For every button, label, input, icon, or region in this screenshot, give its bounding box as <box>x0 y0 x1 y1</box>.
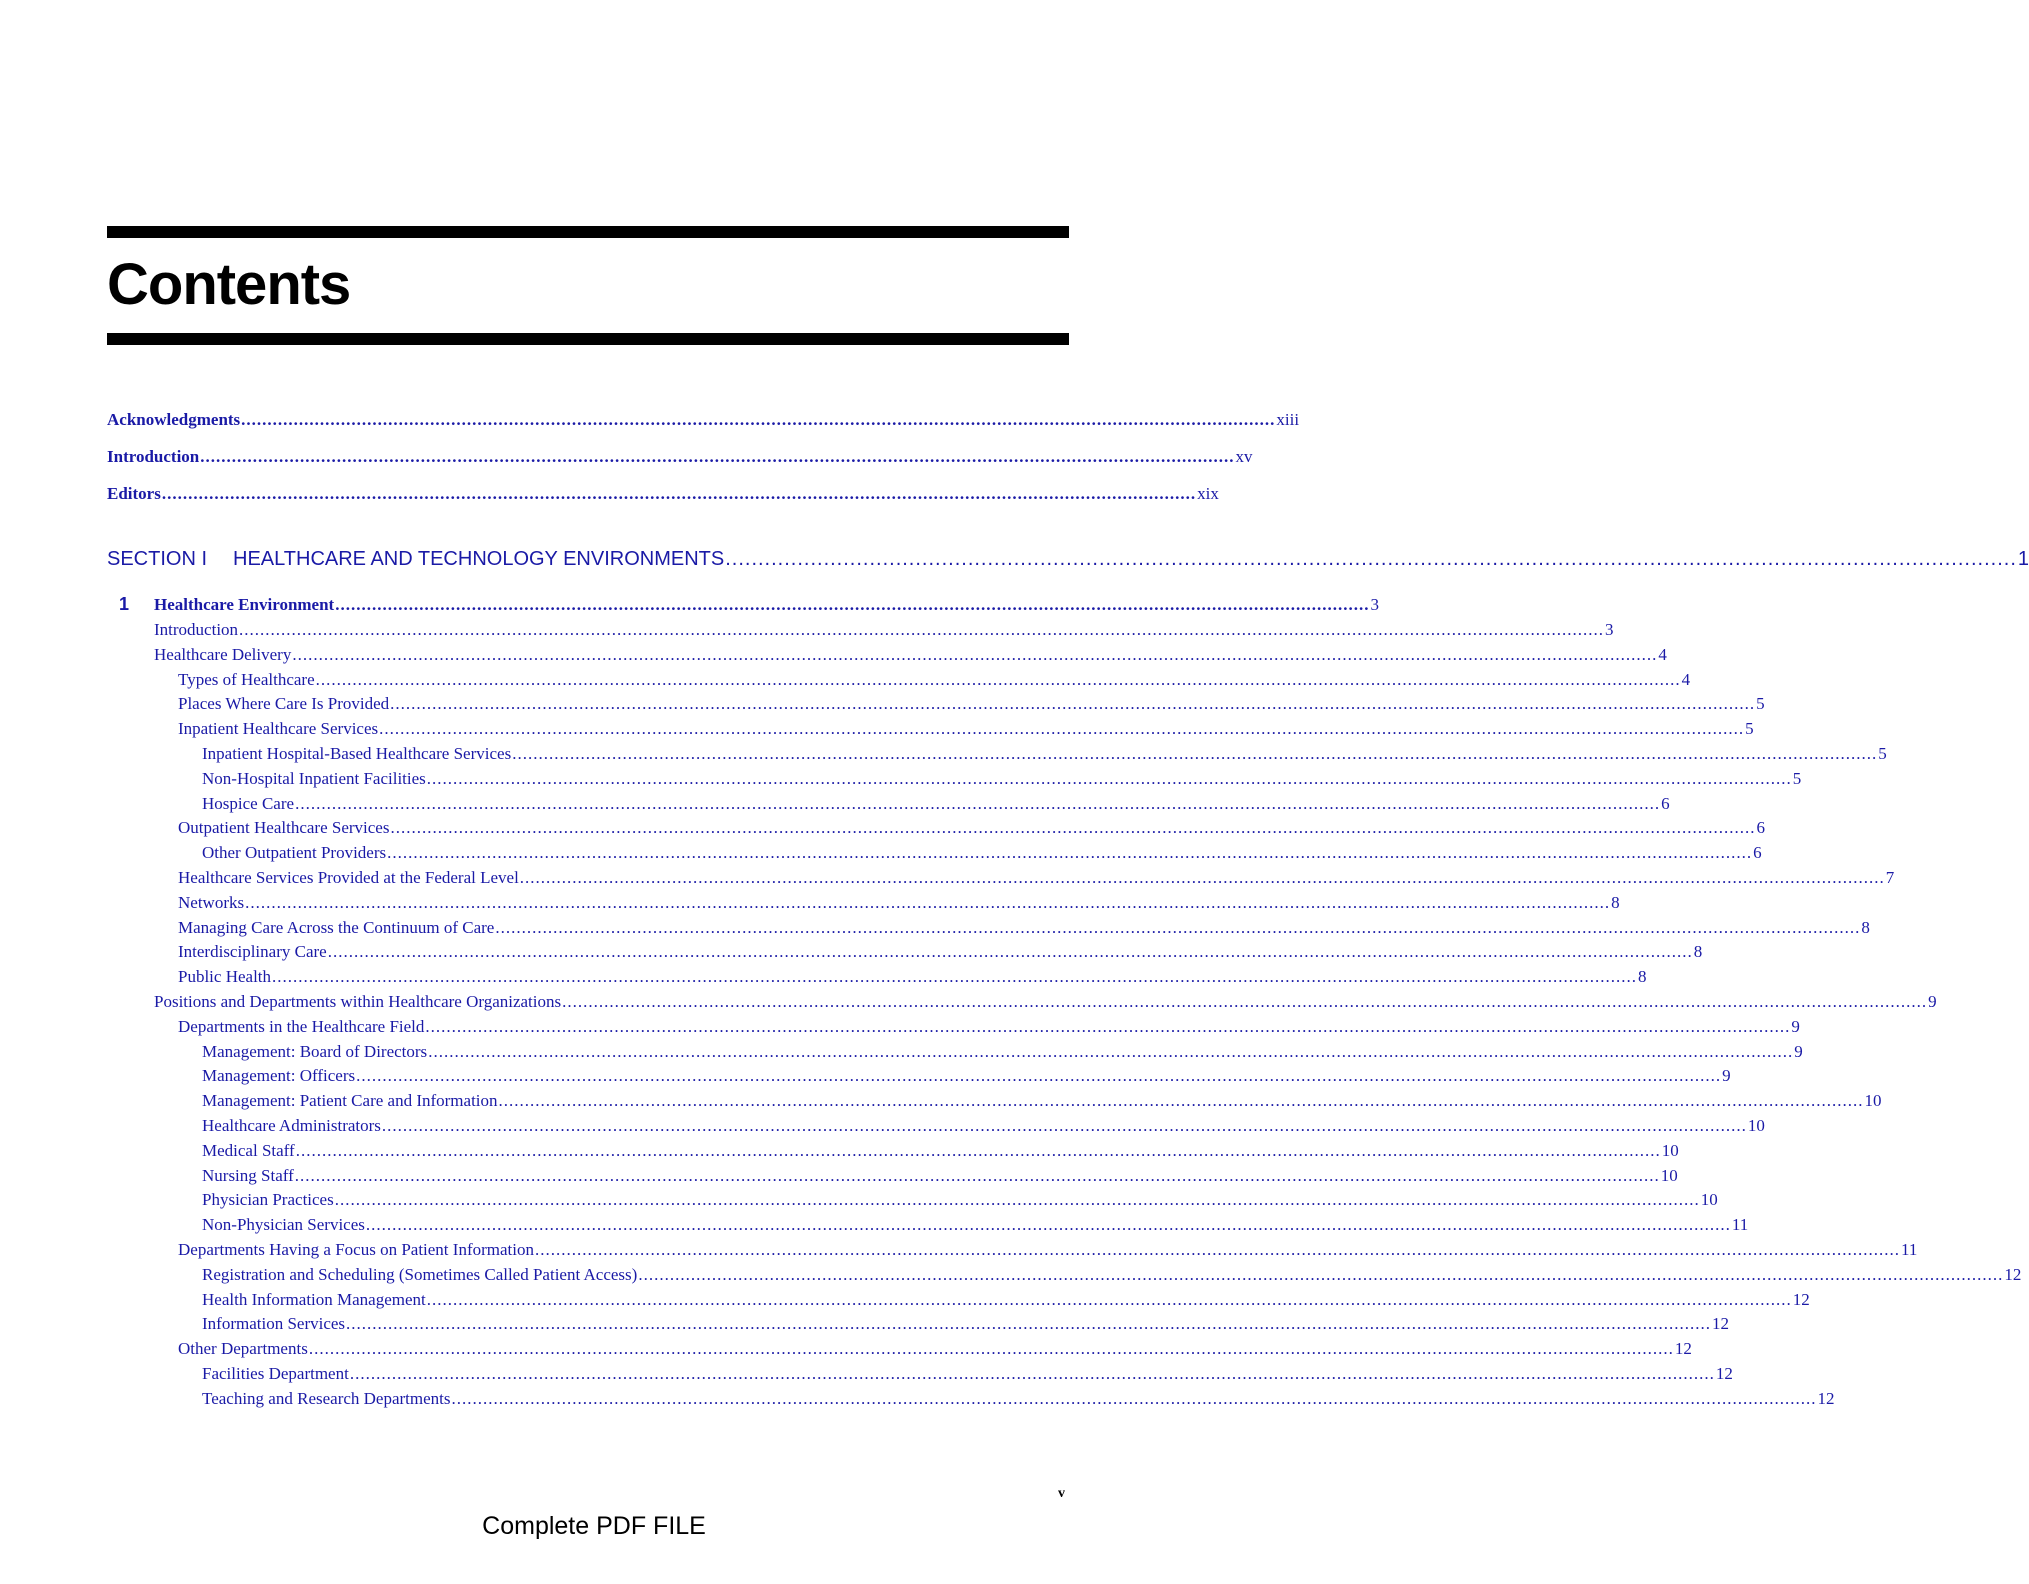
toc-entry-page: 12 <box>2004 1265 2022 1284</box>
dot-leader: .................................................................................................................................................................................................................................................................... <box>272 967 1638 986</box>
toc-entry[interactable] <box>202 794 1670 814</box>
toc-entry[interactable] <box>178 1017 1800 1037</box>
toc-section-label <box>107 548 724 571</box>
toc-entry-label: Medical Staff <box>202 1141 295 1160</box>
toc-entry-page: 10 <box>1660 1166 1678 1185</box>
toc-section-heading[interactable] <box>107 548 2029 571</box>
page-title: Contents <box>107 252 351 317</box>
toc-entry-label: Editors <box>107 484 161 503</box>
toc-entry-label: Non-Hospital Inpatient Facilities <box>202 769 426 788</box>
section-title: HEALTHCARE AND TECHNOLOGY ENVIRONMENTS <box>233 548 725 570</box>
toc-entry-label: Management: Board of Directors <box>202 1042 428 1061</box>
toc-entry-label: Departments in the Healthcare Field <box>178 1017 425 1036</box>
toc-entry-page: 11 <box>1731 1215 1749 1234</box>
toc-entry-label: Information Services <box>202 1314 346 1333</box>
toc-entry-label: Physician Practices <box>202 1190 334 1209</box>
toc-entry-page: xv <box>1235 447 1253 466</box>
toc-entry[interactable] <box>154 620 1614 640</box>
chapter-number: 1 <box>119 594 130 614</box>
toc-entry-page: 9 <box>1791 1017 1800 1036</box>
toc-entry-label: Healthcare Services Provided at the Federal Level <box>178 868 519 887</box>
dot-leader: ..................................................................................................................................................................................................... <box>241 410 1276 429</box>
toc-entry-label: Types of Healthcare <box>178 670 315 689</box>
toc-entry-page: 12 <box>1674 1339 1692 1358</box>
dot-leader: .................................................................................................................................................................................................................................................................... <box>239 620 1605 639</box>
toc-entry-label: Management: Officers <box>202 1066 356 1085</box>
dot-leader: .................................................................................................................................................................................................................................................................... <box>349 1364 1715 1383</box>
footer-banner: Complete PDF FILE <box>482 1512 706 1540</box>
toc-entry-label: Registration and Scheduling (Sometimes Called Patient Access) <box>202 1265 638 1284</box>
toc-entry-page: 12 <box>1715 1364 1733 1383</box>
toc-entry-label: Teaching and Research Departments <box>202 1389 451 1408</box>
dot-leader: ..................................................................................................................................................................................................... <box>335 595 1370 614</box>
toc-entry-editors[interactable] <box>107 484 1219 504</box>
toc-entry-label: Managing Care Across the Continuum of Care <box>178 918 495 937</box>
toc-entry[interactable] <box>154 645 1667 665</box>
toc-entry-label: Hospice Care <box>202 794 295 813</box>
toc-entry[interactable] <box>202 1389 1835 1409</box>
toc-entry-page: 11 <box>1900 1240 1918 1259</box>
toc-entry-label: Places Where Care Is Provided <box>178 694 390 713</box>
toc-entry[interactable] <box>178 694 1765 714</box>
dot-leader: ..................................................................................................................................................................................................... <box>200 447 1235 466</box>
dot-leader: .................................................................................................................................................................................................................................................................... <box>295 1141 1661 1160</box>
dot-leader: .................................................................................................................................................................................................................................................................... <box>638 1265 2004 1284</box>
toc-entry-page: 10 <box>1864 1091 1882 1110</box>
toc-entry[interactable] <box>202 769 1802 789</box>
toc-entry-label: Health Information Management <box>202 1290 426 1309</box>
toc-chapter-heading[interactable] <box>154 595 1379 615</box>
dot-leader: .................................................................................................................................................................................................................................................................... <box>308 1339 1674 1358</box>
toc-entry-page: 6 <box>1756 818 1765 837</box>
toc-entry-page: 12 <box>1817 1389 1835 1408</box>
toc-section-page: 1 <box>2017 548 2029 570</box>
toc-entry-label: Other Outpatient Providers <box>202 843 387 862</box>
dot-leader: .................................................................................................................................................................................................................................................................... <box>292 645 1658 664</box>
toc-entry[interactable] <box>202 1116 1765 1136</box>
toc-entry-page: 6 <box>1661 794 1670 813</box>
toc-entry[interactable] <box>202 1265 2022 1285</box>
toc-entry-label: Introduction <box>107 447 200 466</box>
toc-entry[interactable] <box>202 1364 1733 1384</box>
toc-entry-page: 10 <box>1747 1116 1765 1135</box>
dot-leader: .................................................................................................................................................................................................................................................................... <box>426 1290 1792 1309</box>
dot-leader: .................................................................................................................................................................................................................................................................... <box>381 1116 1747 1135</box>
toc-entry-label: Public Health <box>178 967 272 986</box>
toc-entry[interactable] <box>202 1141 1679 1161</box>
toc-entry-page: 5 <box>1756 694 1765 713</box>
dot-leader: .................................................................................................................................................................................................................................................................... <box>512 744 1878 763</box>
toc-entry-label: Departments Having a Focus on Patient Information <box>178 1240 534 1259</box>
toc-entry[interactable] <box>202 1066 1731 1086</box>
dot-leader: .................................................................................................................................................................................................................................................................... <box>356 1066 1722 1085</box>
toc-chapter-page: 3 <box>1370 595 1379 614</box>
toc-entry-label: Other Departments <box>178 1339 308 1358</box>
toc-chapter-label: Healthcare Environment <box>154 595 335 614</box>
dot-leader: ..................................................................................................................................................................................................... <box>161 484 1197 503</box>
toc-entry-label: Healthcare Administrators <box>202 1116 381 1135</box>
toc-entry[interactable] <box>202 843 1762 863</box>
toc-entry[interactable] <box>178 1240 1918 1260</box>
dot-leader: .................................................................................................................................................................................................................................................................... <box>390 694 1756 713</box>
toc-entry-label: Inpatient Healthcare Services <box>178 719 379 738</box>
dot-leader: .................................................................................................................................................................................................................................................................... <box>365 1215 1731 1234</box>
dot-leader: .................................................................................................................................................................................................................................................................... <box>334 1190 1700 1209</box>
toc-entry-page: 10 <box>1700 1190 1718 1209</box>
toc-entry-label: Acknowledgments <box>107 410 241 429</box>
toc-entry[interactable] <box>202 1166 1678 1186</box>
dot-leader: .................................................................................................................................................................................................................................................................... <box>426 769 1792 788</box>
dot-leader: .................................................................................................................................................................................................................................................................... <box>562 992 1928 1011</box>
toc-entry-label: Networks <box>178 893 245 912</box>
toc-entry-page: 6 <box>1753 843 1762 862</box>
page-folio: v <box>1058 1486 1065 1501</box>
toc-entry[interactable] <box>178 893 1620 913</box>
toc-entry-page: xix <box>1197 484 1219 503</box>
toc-entry-acknowledgments[interactable] <box>107 410 1300 430</box>
toc-entry[interactable] <box>202 1314 1730 1334</box>
dot-leader: .................................................................................................................................................................................................................................................................... <box>245 893 1611 912</box>
toc-entry-label: Nursing Staff <box>202 1166 294 1185</box>
toc-entry-introduction[interactable] <box>107 447 1253 467</box>
toc-entry-label: Management: Patient Care and Information <box>202 1091 498 1110</box>
toc-entry-page: 8 <box>1638 967 1647 986</box>
toc-entry-page: 9 <box>1722 1066 1731 1085</box>
toc-entry[interactable] <box>178 670 1691 690</box>
toc-entry[interactable] <box>202 744 1887 764</box>
toc-entry-page: 4 <box>1658 645 1667 664</box>
toc-entry[interactable] <box>202 1091 1882 1111</box>
toc-entry[interactable] <box>202 1042 1803 1062</box>
dot-leader: ..................................................................................................................................................................................................... <box>725 548 2017 570</box>
toc-entry-label: Introduction <box>154 620 239 639</box>
toc-entry[interactable] <box>178 868 1895 888</box>
toc-entry-page: 5 <box>1792 769 1802 788</box>
toc-entry[interactable] <box>178 942 1703 962</box>
toc-entry[interactable] <box>178 818 1765 838</box>
dot-leader: .................................................................................................................................................................................................................................................................... <box>346 1314 1712 1333</box>
title-top-rule <box>107 226 1069 238</box>
dot-leader: .................................................................................................................................................................................................................................................................... <box>379 719 1745 738</box>
toc-entry[interactable] <box>178 918 1870 938</box>
toc-entry-page: 8 <box>1861 918 1870 937</box>
toc-entry-page: 12 <box>1792 1290 1810 1309</box>
toc-entry-page: 9 <box>1928 992 1937 1011</box>
toc-entry-page: 12 <box>1712 1314 1730 1333</box>
toc-entry-label: Interdisciplinary Care <box>178 942 327 961</box>
toc-entry-page: 3 <box>1605 620 1614 639</box>
toc-entry[interactable] <box>178 1339 1692 1359</box>
toc-entry-page: xiii <box>1276 410 1300 429</box>
toc-entry-label: Facilities Department <box>202 1364 349 1383</box>
dot-leader: .................................................................................................................................................................................................................................................................... <box>534 1240 1900 1259</box>
toc-entry[interactable] <box>178 719 1754 739</box>
dot-leader: .................................................................................................................................................................................................................................................................... <box>294 1166 1660 1185</box>
toc-entry[interactable] <box>202 1290 1810 1310</box>
dot-leader: .................................................................................................................................................................................................................................................................... <box>295 794 1661 813</box>
toc-entry-label: Positions and Departments within Healthcare Organizations <box>154 992 562 1011</box>
dot-leader: .................................................................................................................................................................................................................................................................... <box>387 843 1753 862</box>
toc-entry-label: Non-Physician Services <box>202 1215 365 1234</box>
dot-leader: .................................................................................................................................................................................................................................................................... <box>390 818 1756 837</box>
dot-leader: .................................................................................................................................................................................................................................................................... <box>498 1091 1864 1110</box>
toc-entry-label: Inpatient Hospital-Based Healthcare Services <box>202 744 512 763</box>
toc-entry-page: 5 <box>1745 719 1754 738</box>
toc-entry[interactable] <box>178 967 1647 987</box>
toc-entry-page: 4 <box>1681 670 1691 689</box>
toc-entry[interactable] <box>202 1215 1749 1235</box>
dot-leader: .................................................................................................................................................................................................................................................................... <box>425 1017 1791 1036</box>
dot-leader: .................................................................................................................................................................................................................................................................... <box>451 1389 1817 1408</box>
toc-entry-label: Healthcare Delivery <box>154 645 292 664</box>
toc-entry[interactable] <box>154 992 1937 1012</box>
section-number: SECTION I <box>107 548 208 570</box>
dot-leader: .................................................................................................................................................................................................................................................................... <box>519 868 1885 887</box>
toc-entry-page: 8 <box>1611 893 1620 912</box>
toc-entry-page: 5 <box>1878 744 1887 763</box>
toc-entry-page: 8 <box>1693 942 1703 961</box>
toc-entry[interactable] <box>202 1190 1718 1210</box>
dot-leader: .................................................................................................................................................................................................................................................................... <box>495 918 1861 937</box>
toc-entry-label: Outpatient Healthcare Services <box>178 818 390 837</box>
toc-entry-page: 9 <box>1794 1042 1803 1061</box>
dot-leader: .................................................................................................................................................................................................................................................................... <box>315 670 1681 689</box>
title-bottom-rule <box>107 333 1069 345</box>
dot-leader: .................................................................................................................................................................................................................................................................... <box>327 942 1693 961</box>
toc-entry-page: 7 <box>1885 868 1895 887</box>
toc-entry-page: 10 <box>1661 1141 1679 1160</box>
dot-leader: .................................................................................................................................................................................................................................................................... <box>428 1042 1794 1061</box>
